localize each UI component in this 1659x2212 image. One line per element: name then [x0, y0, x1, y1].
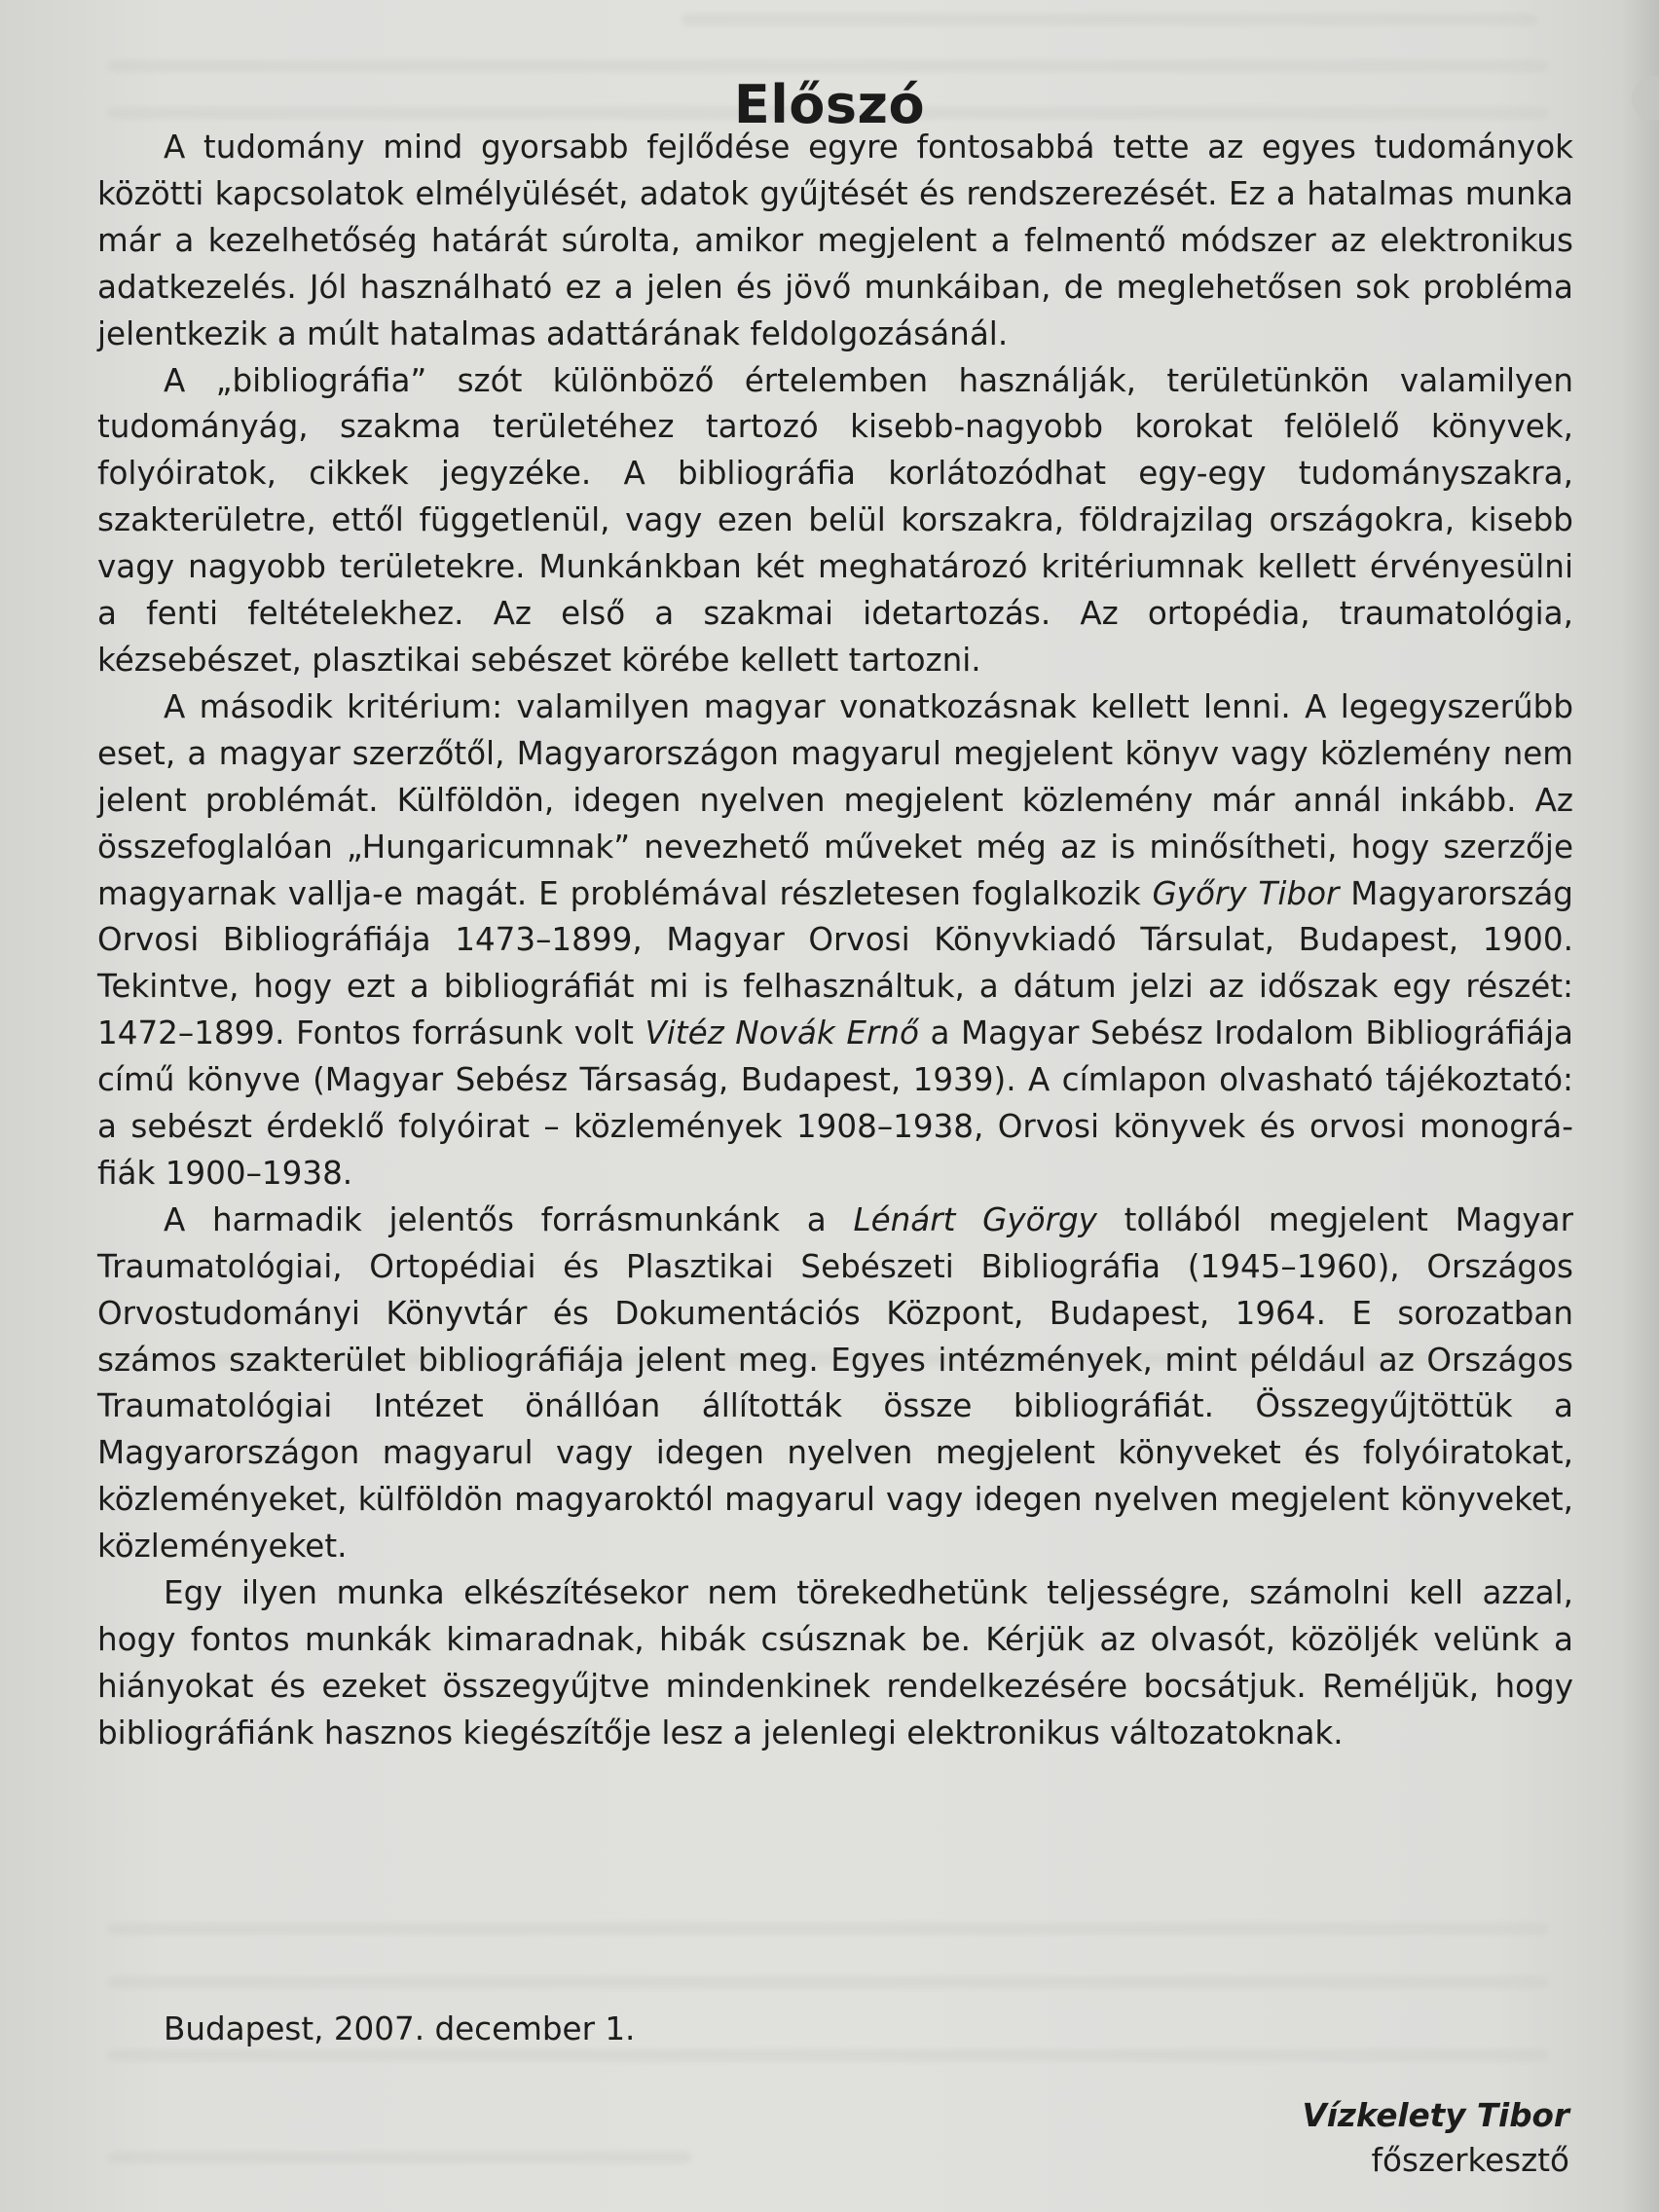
paragraph-3-text-b: Magyarország Orvosi Bibliográfiája 1473–1899, Magyar Orvosi Könyvkiadó Társulat, Budapest, 1900. Tekintve, hogy ezt a bibliográfiát mi is felhasználtuk, a dátum jelzi az időszak egy részét: 1472–1899. Fontos forrásunk volt — [97, 874, 1573, 1052]
paragraph-5: Egy ilyen munka elkészítésekor nem törekedhetünk teljességre, számolni kell azzal, hogy fontos munkák kimaradnak, hibák csúsznak be. Kérjük az olvasót, közöljék velünk a hiányokat és ezeket összegyűjtve mindenkinek rendelkezésére bocsátjuk. Reméljük, hogy bibliográfiánk hasznos kiegészítője lesz a jelenlegi elektronikus változatoknak. — [97, 1574, 1573, 1751]
paragraph-4-text-b: tollából megjelent Magyar Traumatológiai, Ortopédiai és Plasztikai Sebészeti Bibliográfia (1945–1960), Országos Orvostudományi Könyvtár és Dokumentációs Központ, Budapest, 1964. E sorozatban számos szakterület bibliográfiája jelent meg. Egyes intézmények, mint például az Országos Traumatológiai Intézet önállóan állították össze bibliográfiát. Összegyűjtöttük a Magyarországon magyarul vagy idegen nyelven megjelent könyveket és folyóiratokat, közleményeket, külföldön magyaroktól magyarul vagy idegen nyelven megjelent könyveket, közleményeket. — [97, 1200, 1574, 1566]
signature-block — [1302, 2093, 1569, 2183]
bleed-through-line — [682, 14, 1538, 25]
bleed-through-line — [107, 1976, 1548, 1988]
paragraph-3-text-a: A második kritérium: valamilyen magyar vonatkozásnak kellett lenni. A legegyszerűbb eset, a magyar szerzőtől, Magyarországon magyarul megjelent könyv vagy közlemény nem jelent problémát. Külföldön, idegen nyelven megjelent közlemény már annál inkább. Az összefoglalóan „Hungaricumnak” nevezhető műveket még az is minősítheti, hogy szerzője magyarnak vallja-e magát. E problémával részletesen foglalkozik — [97, 687, 1573, 912]
place-date: Budapest, 2007. december 1. — [164, 2010, 636, 2047]
paragraph-1: A tudomány mind gyorsabb fejlődése egyre fontosabbá tette az egyes tudományok közötti kapcsolatok elmélyülését, adatok gyűjtését és rendszerezését. Ez a hatalmas munka már a kezelhetőség határát súrolta, amikor megjelent a felmentő módszer az elektronikus adatkezelés. Jól használható ez a jelen és jövő munkáiban, de meglehetősen sok probléma jelentkezik a múlt hatalmas adattárának feldolgozásánál. — [97, 129, 1573, 352]
foreword-body — [97, 125, 1573, 1757]
signature-name: Vízkelety Tibor — [1302, 2097, 1569, 2134]
paragraph-3 — [97, 684, 1573, 1198]
paragraph-4 — [97, 1198, 1573, 1570]
page-title: Előszó — [733, 74, 926, 136]
paragraph-3-text-c: a Magyar Sebész Irodalom Bibliográfiája című könyve (Magyar Sebész Társaság, Budapest, 1939). A címlapon olvasható tájékoztató: a sebészt érdeklő folyóirat – közlemények 1908–1938, Orvosi könyvek és orvosi monográfiák 1900–1938. — [97, 1014, 1573, 1192]
author-name-gyory: Győry Tibor — [1152, 874, 1340, 912]
author-name-lenart: Lénárt György — [853, 1200, 1097, 1238]
page-edge-shadow — [1620, 0, 1659, 2212]
bleed-through-line — [107, 1923, 1548, 1935]
bleed-through-line — [107, 2152, 691, 2163]
signature-role: főszerkesztő — [1371, 2142, 1569, 2179]
paragraph-4-text-a: A harmadik jelentős forrásmunkánk a — [164, 1200, 854, 1238]
author-name-novak: Vitéz Novák Ernő — [645, 1014, 919, 1052]
paragraph-2: A „bibliográfia” szót különböző értelemben használják, területünkön valamilyen tudományág, szakma területéhez tartozó kisebb-nagyobb korokat felölelő könyvek, folyóiratok, cikkek jegyzéke. A bibliográfia korlátozódhat egy-egy tudományszakra, szakterületre, ettől függetlenül, vagy ezen belül korszakra, földrajzilag országokra, kisebb vagy nagyobb területekre. Munkánkban két meghatározó kritériumnak kellett érvényesülni a fenti feltételekhez. Az első a szakmai idetartozás. Az ortopédia, traumatológia, kézsebészet, plasztikai sebészet körébe kellett tartozni. — [97, 361, 1573, 679]
